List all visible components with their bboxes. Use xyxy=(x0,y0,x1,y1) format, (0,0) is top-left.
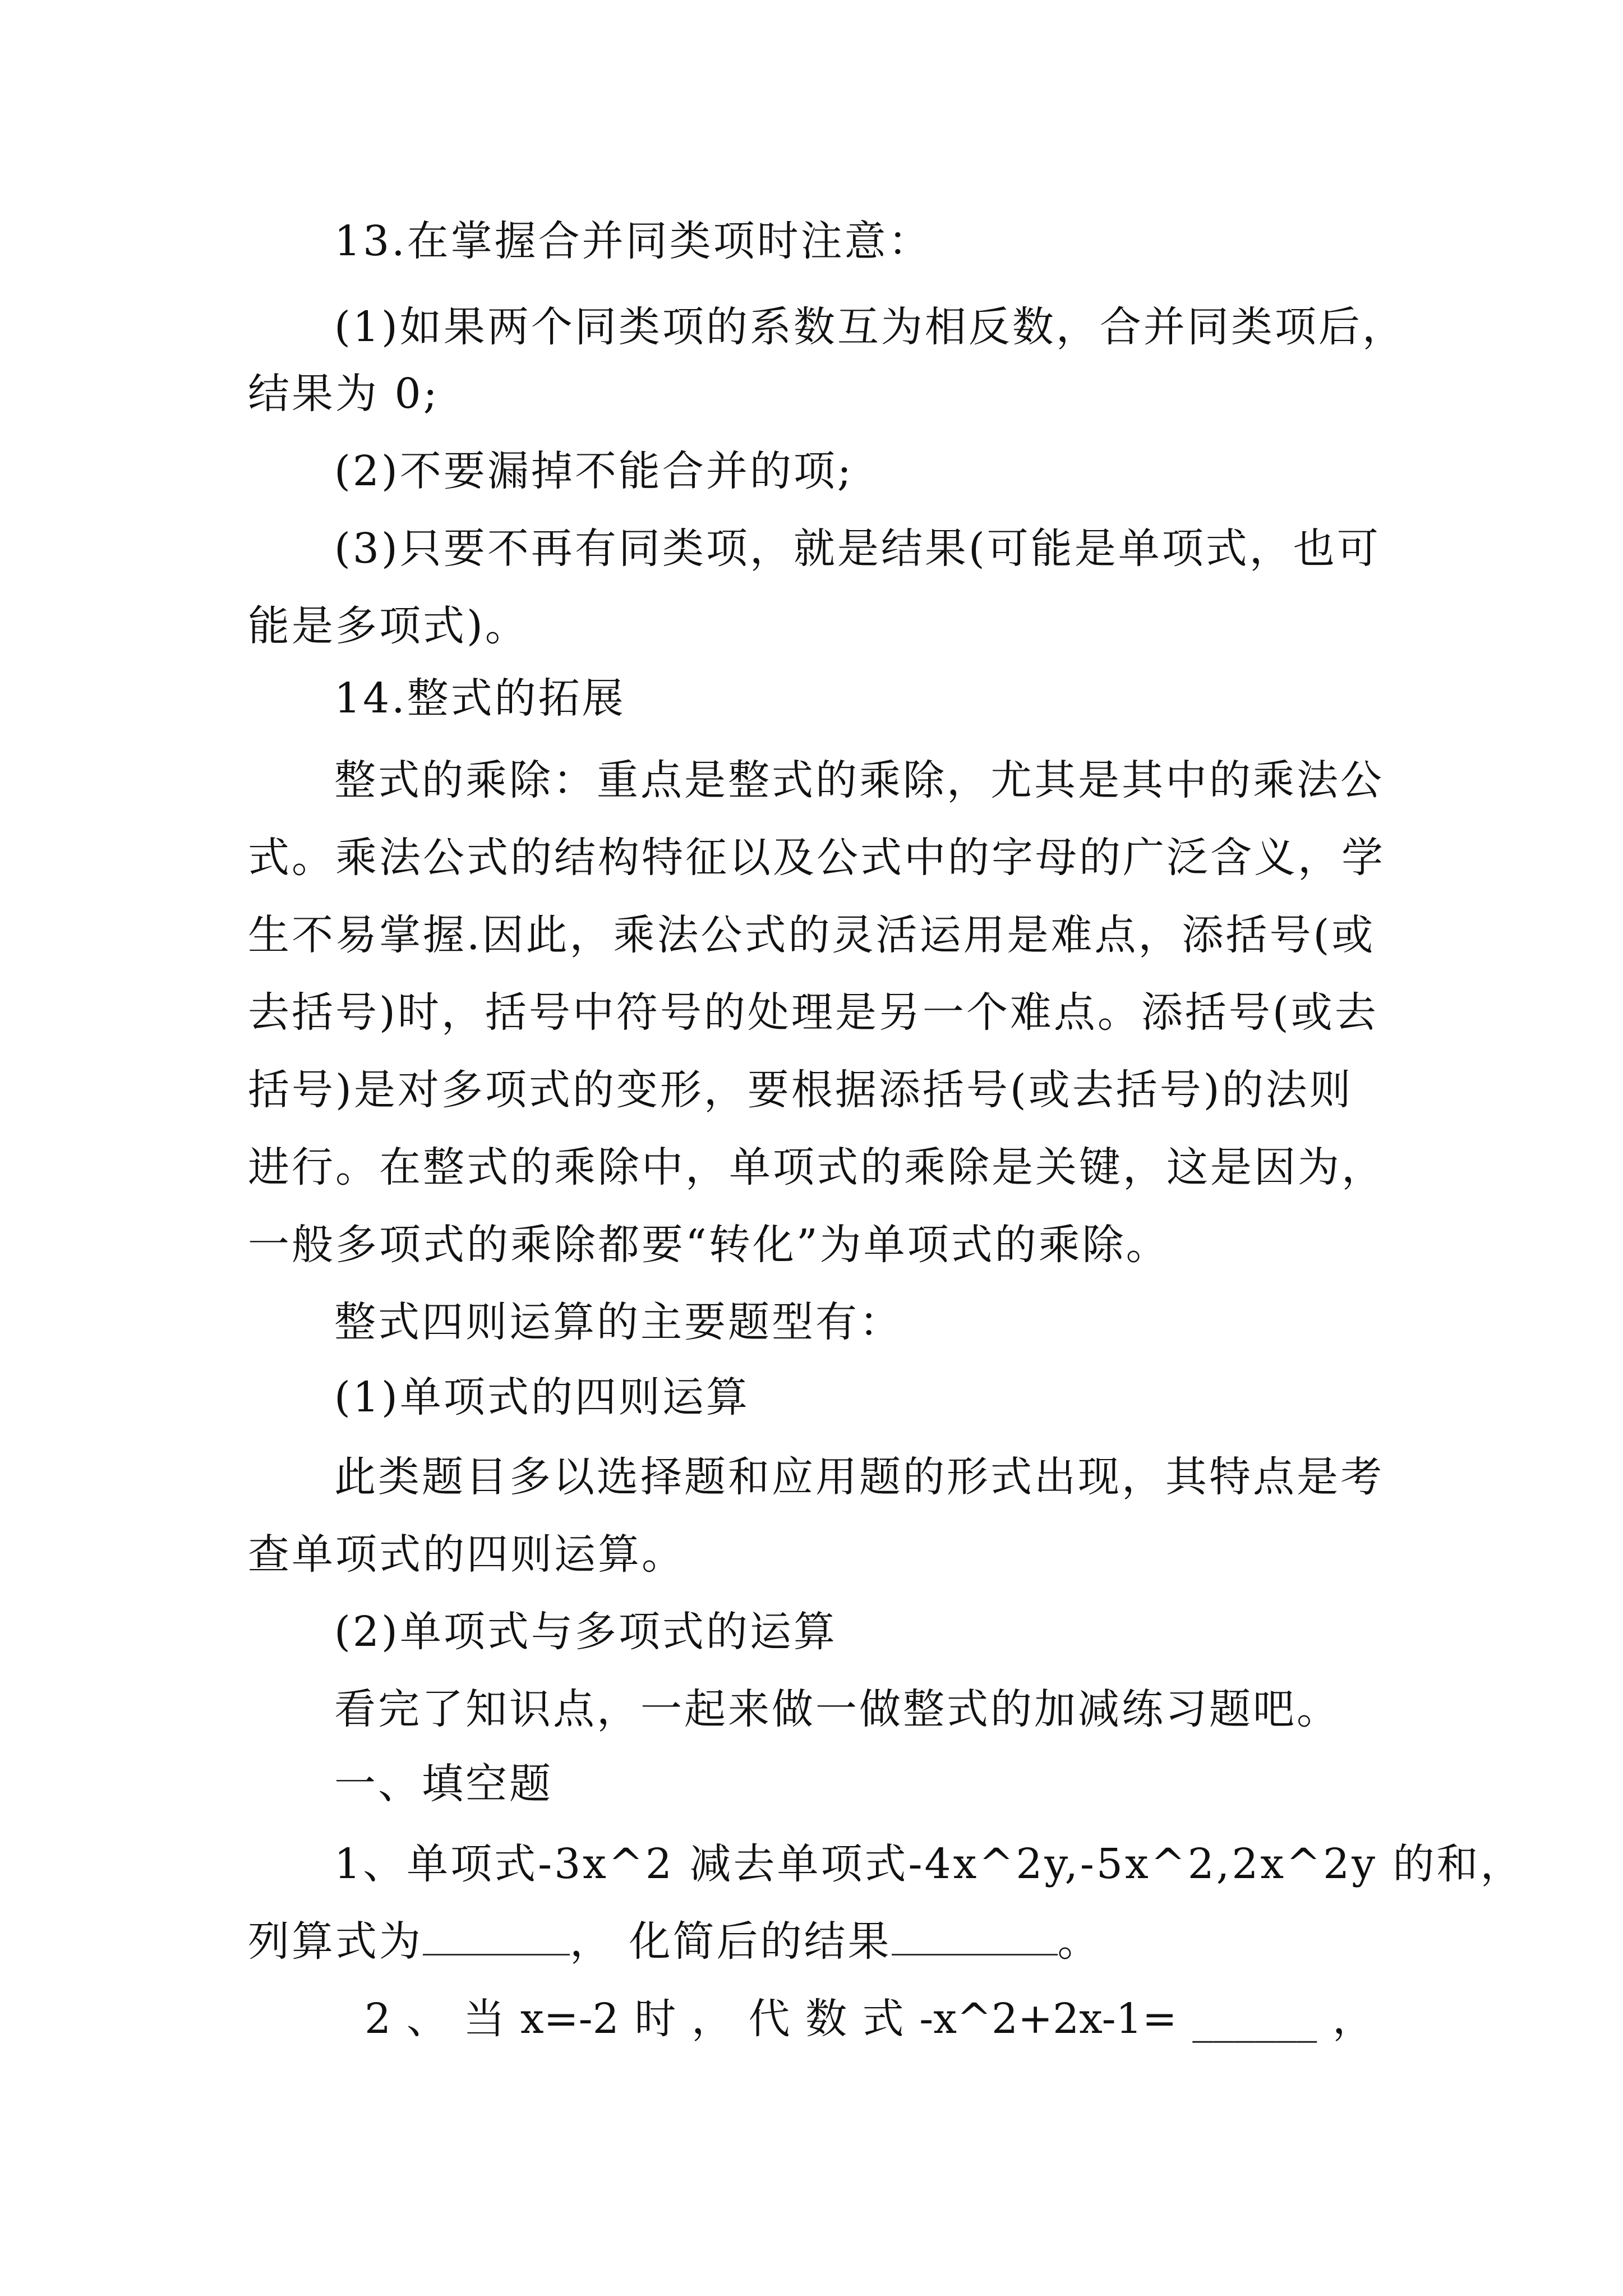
answer-blank[interactable] xyxy=(423,1919,570,1955)
text-line: 13.在掌握合并同类项时注意： xyxy=(334,217,932,265)
question-text: 列算式为 xyxy=(248,1917,423,1966)
question-token: 代 xyxy=(748,1995,790,2043)
section-heading: 一、填空题 xyxy=(334,1760,553,1808)
question-token: 时 xyxy=(634,1995,676,2043)
question-line xyxy=(365,1991,1374,2047)
question-line: 1、单项式-3x^2 减去单项式-4x^2y,-5x^2,2x^2y 的和， xyxy=(334,1840,1524,1888)
question-token: 当 xyxy=(463,1995,505,2043)
text-line: (2)单项式与多项式的运算 xyxy=(334,1608,837,1656)
text-line: 括号)是对多项式的变形，要根据添括号(或去括号)的法则 xyxy=(248,1066,1353,1114)
text-line: (1)如果两个同类项的系数互为相反数，合并同类项后， xyxy=(334,303,1406,351)
question-token: ， xyxy=(691,1995,733,2043)
text-line: (2)不要漏掉不能合并的项; xyxy=(334,447,854,495)
question-line xyxy=(0,1913,1623,1970)
answer-blank[interactable]: ______ xyxy=(1192,1995,1317,2043)
text-line: 结果为 0; xyxy=(248,370,440,418)
text-line: 此类题目多以选择题和应用题的形式出现，其特点是考 xyxy=(334,1453,1384,1501)
text-line: 进行。在整式的乘除中，单项式的乘除是关键，这是因为， xyxy=(248,1143,1385,1191)
text-line: 一般多项式的乘除都要“转化”为单项式的乘除。 xyxy=(248,1221,1170,1269)
text-line: 式。乘法公式的结构特征以及公式中的字母的广泛含义，学 xyxy=(248,834,1385,882)
text-line: 整式四则运算的主要题型有： xyxy=(334,1298,903,1346)
question-token: -x^2+2x-1= xyxy=(919,1995,1177,2043)
answer-blank[interactable] xyxy=(892,1919,1058,1955)
question-token: 2 xyxy=(365,1995,391,2043)
text-line: 查单项式的四则运算。 xyxy=(248,1530,685,1579)
text-line: 能是多项式)。 xyxy=(248,602,529,650)
question-token: 、 xyxy=(406,1995,448,2043)
text-line: 整式的乘除：重点是整式的乘除，尤其是其中的乘法公 xyxy=(334,756,1384,804)
question-token: 式 xyxy=(862,1995,904,2043)
text-line: 去括号)时，括号中符号的处理是另一个难点。添括号(或去 xyxy=(248,988,1378,1037)
section-heading: 14.整式的拓展 xyxy=(334,674,626,723)
question-text: ， 化简后的结果 xyxy=(570,1917,892,1966)
question-token: x=-2 xyxy=(520,1995,619,2043)
text-line: 看完了知识点，一起来做一做整式的加减练习题吧。 xyxy=(334,1685,1340,1733)
text-line: (1)单项式的四则运算 xyxy=(334,1373,750,1421)
question-token: ， xyxy=(1332,1995,1374,2043)
question-text: 。 xyxy=(1057,1917,1101,1966)
text-line: (3)只要不再有同类项，就是结果(可能是单项式，也可 xyxy=(334,524,1381,573)
text-line: 生不易掌握.因此，乘法公式的灵活运用是难点，添括号(或 xyxy=(248,911,1376,959)
question-token: 数 xyxy=(805,1995,847,2043)
